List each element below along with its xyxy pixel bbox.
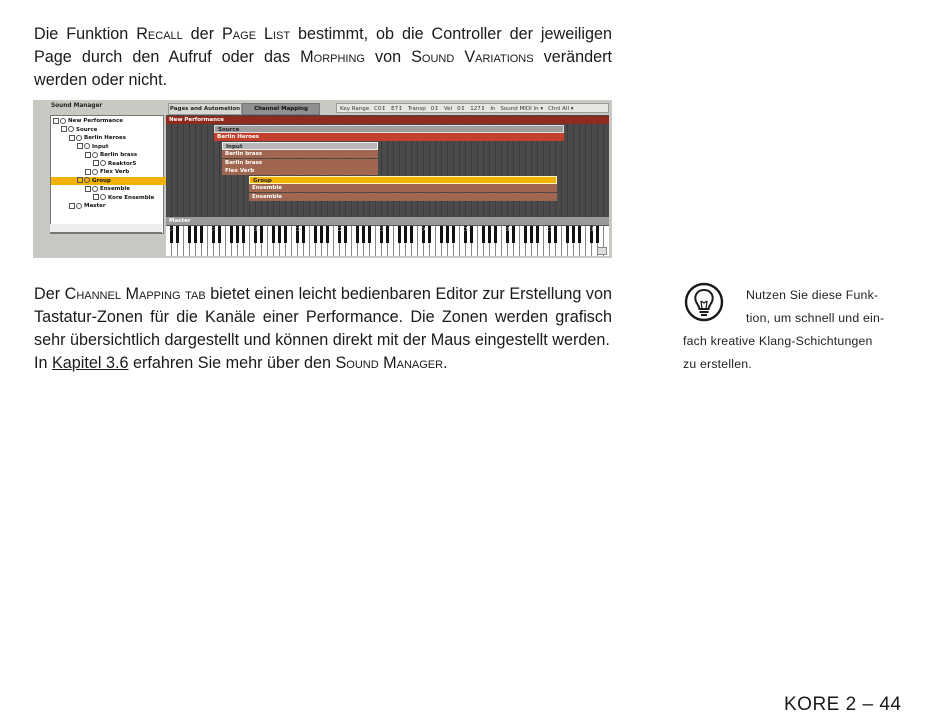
octave-label: C5 — [462, 227, 469, 233]
black-key[interactable] — [194, 226, 197, 243]
tree-item-label: Input — [92, 143, 109, 150]
black-key[interactable] — [554, 226, 557, 243]
node-type-icon — [60, 118, 66, 124]
black-key[interactable] — [440, 226, 443, 243]
black-key[interactable] — [320, 226, 323, 243]
range-control-item[interactable]: Sound MIDI In ▾ — [500, 106, 544, 112]
tree-item[interactable] — [51, 134, 181, 142]
black-key[interactable] — [566, 226, 569, 243]
body-text-2: bietet einen leicht bedienbaren Editor zur Erstellung von Tastatur-Zonen für die Kanäle einer Performance. Die Zonen werden grafisch sehr übersichtlich dargestellt und können direkt mit der Maus eingestellt werden. — [34, 285, 612, 349]
intro-text-5: verändert werden oder nicht. — [34, 48, 612, 89]
term-sound-variations: Sound Variations — [411, 48, 534, 66]
keyboard-scroll-button[interactable] — [597, 247, 607, 255]
term-sound-manager: Sound Manager — [335, 354, 444, 372]
tip-line-1: Nutzen Sie diese Funk- — [746, 288, 879, 302]
black-key[interactable] — [536, 226, 539, 243]
black-key[interactable] — [344, 226, 347, 243]
tree-item-label: Group — [92, 177, 111, 184]
black-key[interactable] — [494, 226, 497, 243]
zone-bar[interactable]: Ensemble — [249, 184, 557, 192]
intro-text-4: von — [365, 48, 412, 66]
black-key[interactable] — [278, 226, 281, 243]
chapter-link[interactable]: Kapitel 3.6 — [52, 354, 129, 372]
black-key[interactable] — [230, 226, 233, 243]
tree-item-label: New Performance — [68, 118, 124, 124]
zone-bar[interactable]: Ensemble — [249, 193, 557, 201]
term-channel-mapping: Channel Mapping tab — [64, 285, 206, 303]
tree-item-label: Flex Verb — [100, 169, 130, 175]
tip-line-3: fach kreative Klang-Schichtungen — [683, 334, 873, 348]
black-key[interactable] — [272, 226, 275, 243]
range-control-item[interactable]: C0↕ — [374, 106, 387, 112]
black-key[interactable] — [596, 226, 599, 243]
black-key[interactable] — [578, 226, 581, 243]
node-type-icon — [92, 186, 98, 192]
lightbulb-icon — [684, 282, 724, 322]
black-key[interactable] — [242, 226, 245, 243]
term-recall: Recall — [136, 25, 183, 43]
black-key[interactable] — [302, 226, 305, 243]
expand-toggle-icon[interactable] — [69, 135, 75, 141]
term-page-list: Page List — [222, 25, 291, 43]
black-key[interactable] — [410, 226, 413, 243]
octave-label: C4 — [420, 227, 427, 233]
tree-item[interactable] — [51, 117, 165, 125]
node-type-icon — [100, 194, 106, 200]
tree-item-label: Kore Ensemble — [108, 194, 155, 201]
intro-text-2: der — [182, 25, 222, 43]
tree-footer — [50, 224, 162, 233]
octave-label: C0 — [252, 227, 259, 233]
black-key[interactable] — [368, 226, 371, 243]
range-control-item[interactable]: E7↕ — [391, 106, 403, 112]
black-key[interactable] — [488, 226, 491, 243]
range-control-item[interactable]: Chnl All ▾ — [548, 106, 574, 112]
range-control-item[interactable]: 0↕ — [457, 106, 466, 112]
black-key[interactable] — [572, 226, 575, 243]
zone-master[interactable]: Master — [166, 217, 609, 225]
black-key[interactable] — [284, 226, 287, 243]
zone-bar[interactable]: Berlin brass — [222, 159, 378, 167]
tree-item-label: Ensemble — [100, 186, 130, 192]
sound-tree[interactable] — [50, 115, 164, 234]
octave-label: C3 — [378, 227, 385, 233]
body-text-4: erfahren Sie mehr über den — [128, 354, 336, 372]
octave-label: C6 — [504, 227, 511, 233]
range-control-item[interactable]: 0↕ — [430, 106, 439, 112]
black-keys — [166, 226, 609, 244]
black-key[interactable] — [530, 226, 533, 243]
page-number: KORE 2 – 44 — [784, 694, 902, 715]
zone-bar[interactable]: Input — [222, 142, 378, 150]
zone-bar[interactable]: Source — [214, 125, 564, 133]
zone-bar[interactable]: Berlin brass — [222, 150, 378, 158]
node-type-icon — [92, 152, 98, 158]
expand-toggle-icon[interactable] — [53, 118, 59, 124]
zone-editor[interactable] — [166, 115, 609, 225]
expand-toggle-icon[interactable] — [93, 194, 99, 200]
sound-manager-title: Sound Manager — [51, 103, 103, 109]
expand-toggle-icon[interactable] — [61, 126, 67, 132]
node-type-icon — [92, 169, 98, 175]
term-morphing: Morphing — [300, 48, 365, 66]
octave-label: C8 — [588, 227, 595, 233]
octave-label: C2 — [336, 227, 343, 233]
zone-bar[interactable]: Berlin Heroes — [214, 133, 564, 141]
body-paragraph — [34, 283, 612, 375]
expand-toggle-icon[interactable] — [77, 177, 83, 183]
black-key[interactable] — [326, 226, 329, 243]
tree-item-label: Reaktor5 — [108, 160, 137, 167]
tree-item[interactable] — [51, 202, 181, 210]
range-control-item[interactable]: Transp — [407, 106, 426, 112]
node-type-icon — [68, 126, 74, 132]
tree-item-label: Source — [76, 126, 98, 133]
tree-item-label: Berlin Heroes — [84, 135, 127, 141]
octave-label: C1 — [294, 227, 301, 233]
body-text-3: In — [34, 354, 52, 372]
tab-channel-mapping[interactable]: Channel Mapping — [242, 103, 320, 115]
black-key[interactable] — [452, 226, 455, 243]
black-key[interactable] — [524, 226, 527, 243]
octave-label: C-2 — [168, 227, 177, 233]
black-key[interactable] — [398, 226, 401, 243]
body-text-1: Der — [34, 285, 65, 303]
black-key[interactable] — [362, 226, 365, 243]
node-type-icon — [76, 203, 82, 209]
black-key[interactable] — [200, 226, 203, 243]
range-control-item[interactable]: 127↕ — [470, 106, 486, 112]
node-type-icon — [84, 177, 90, 183]
black-key[interactable] — [482, 226, 485, 243]
black-key[interactable] — [236, 226, 239, 243]
black-key[interactable] — [404, 226, 407, 243]
node-type-icon — [100, 160, 106, 166]
black-key[interactable] — [260, 226, 263, 243]
body-text-5: . — [443, 354, 448, 372]
tree-item-label: Berlin brass — [100, 152, 138, 158]
range-controls[interactable] — [336, 103, 609, 113]
expand-toggle-icon[interactable] — [93, 160, 99, 166]
octave-label: C7 — [546, 227, 553, 233]
intro-text-1: Die Funktion — [34, 25, 137, 43]
node-type-icon — [76, 135, 82, 141]
black-key[interactable] — [386, 226, 389, 243]
zone-bar[interactable]: Flex Verb — [222, 167, 378, 175]
black-key[interactable] — [512, 226, 515, 243]
intro-paragraph — [34, 23, 612, 92]
node-type-icon — [84, 143, 90, 149]
zone-bar[interactable]: Group — [249, 176, 557, 184]
range-control-item[interactable]: Key Range — [340, 106, 370, 112]
zone-bar[interactable]: New Performance — [166, 116, 609, 124]
expand-toggle-icon[interactable] — [85, 169, 91, 175]
piano-keyboard[interactable] — [166, 225, 609, 256]
tip-line-2: tion, um schnell und ein- — [746, 311, 885, 325]
black-key[interactable] — [446, 226, 449, 243]
expand-toggle-icon[interactable] — [85, 186, 91, 192]
tree-item-label: Master — [84, 203, 106, 209]
expand-toggle-icon[interactable] — [77, 143, 83, 149]
channel-mapping-screenshot — [33, 100, 612, 258]
tip-line-4: zu erstellen. — [683, 357, 752, 371]
expand-toggle-icon[interactable] — [85, 152, 91, 158]
black-key[interactable] — [470, 226, 473, 243]
black-key[interactable] — [188, 226, 191, 243]
intro-text-3: bestimmt, ob die Controller der jeweiligen Page durch den Aufruf oder das — [34, 25, 612, 66]
range-control-item[interactable]: In — [490, 106, 496, 112]
range-control-item[interactable]: Vel — [443, 106, 453, 112]
black-key[interactable] — [356, 226, 359, 243]
tree-item[interactable] — [51, 126, 173, 134]
black-key[interactable] — [428, 226, 431, 243]
black-key[interactable] — [314, 226, 317, 243]
expand-toggle-icon[interactable] — [69, 203, 75, 209]
octave-label: C-1 — [210, 227, 219, 233]
tab-pages-and-automation[interactable]: Pages and Automation — [168, 103, 242, 115]
